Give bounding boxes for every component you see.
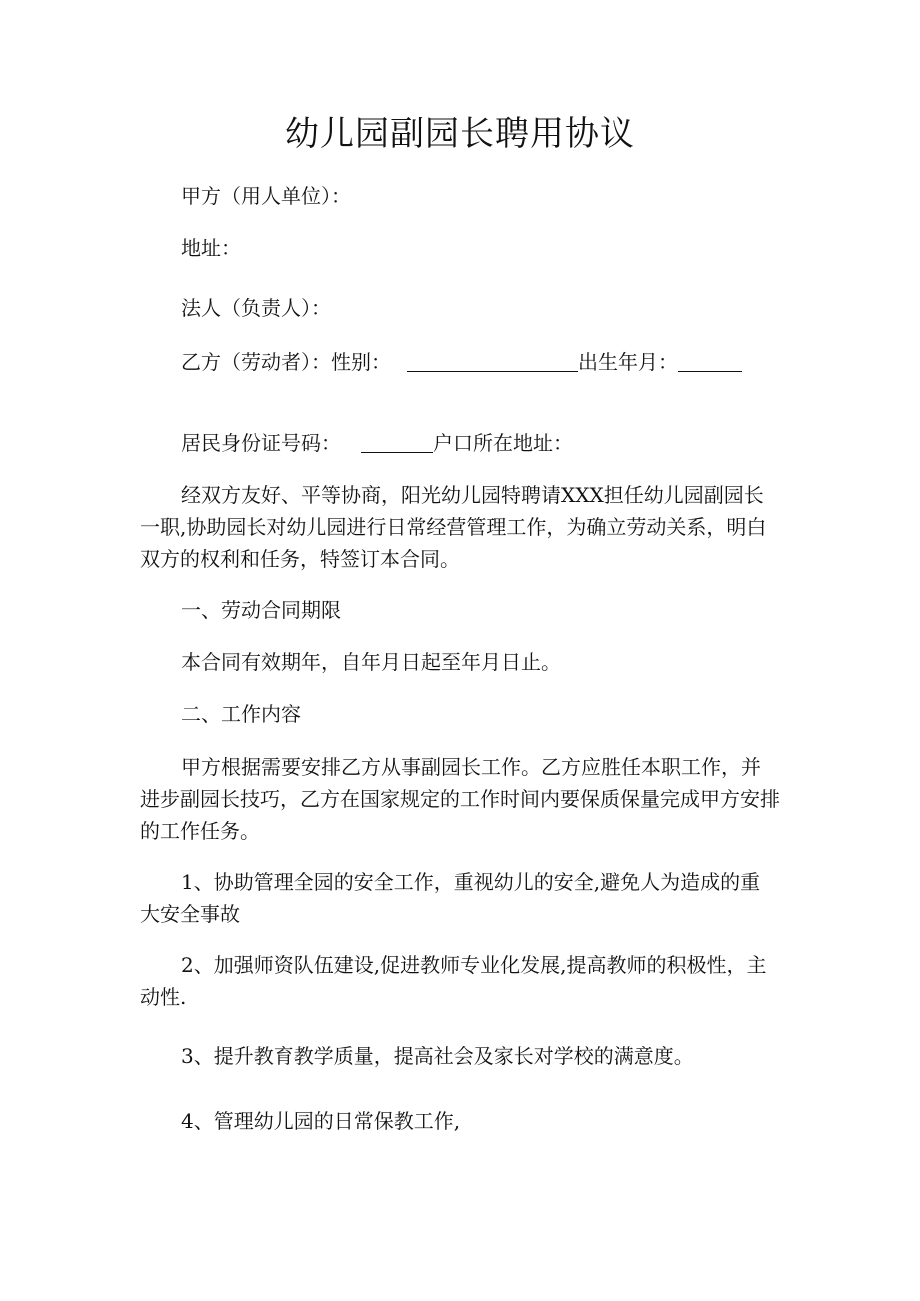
document-title: 幼儿园副园长聘用协议	[285, 114, 635, 154]
id-line	[181, 428, 573, 458]
list-item-4: 4、管理幼儿园的日常保教工作,	[181, 1109, 461, 1133]
id-blank	[361, 432, 433, 453]
hukou-label: 户口所在地址：	[433, 431, 573, 455]
party-b-prefix: 乙方（劳动者）：性别：	[181, 350, 391, 374]
list-item-1: 1、协助管理全园的安全工作，重视幼儿的安全,避免人为造成的重大安全事故	[140, 870, 761, 926]
party-b-line	[181, 347, 742, 377]
section1-body: 本合同有效期年，自年月日起至年月日止。	[181, 650, 561, 674]
birth-label: 出生年月：	[578, 350, 678, 374]
birth-blank	[678, 351, 742, 372]
intro-paragraph: 经双方友好、平等协商，阳光幼儿园特聘请XXX担任幼儿园副园长一职,协助园长对幼儿园进行日常经营管理工作，为确立劳动关系，明白双方的权利和任务，特签订本合同。	[140, 483, 767, 571]
legal-rep-line: 法人（负责人）：	[181, 296, 331, 320]
list-item-2: 2、加强师资队伍建设,促进教师专业化发展,提高教师的积极性，主动性.	[140, 953, 767, 1009]
address-line: 地址：	[181, 236, 241, 260]
gender-blank	[407, 351, 578, 372]
id-label: 居民身份证号码：	[181, 431, 341, 455]
party-a-line: 甲方（用人单位）：	[181, 184, 351, 208]
list-item-3: 3、提升教育教学质量，提高社会及家长对学校的满意度。	[181, 1044, 694, 1068]
section2-body: 甲方根据需要安排乙方从事副园长工作。乙方应胜任本职工作，并进步副园长技巧，乙方在国家规定的工作时间内要保质保量完成甲方安排的工作任务。	[140, 755, 780, 843]
section2-heading: 二、工作内容	[181, 702, 301, 726]
section1-heading: 一、劳动合同期限	[181, 598, 341, 622]
